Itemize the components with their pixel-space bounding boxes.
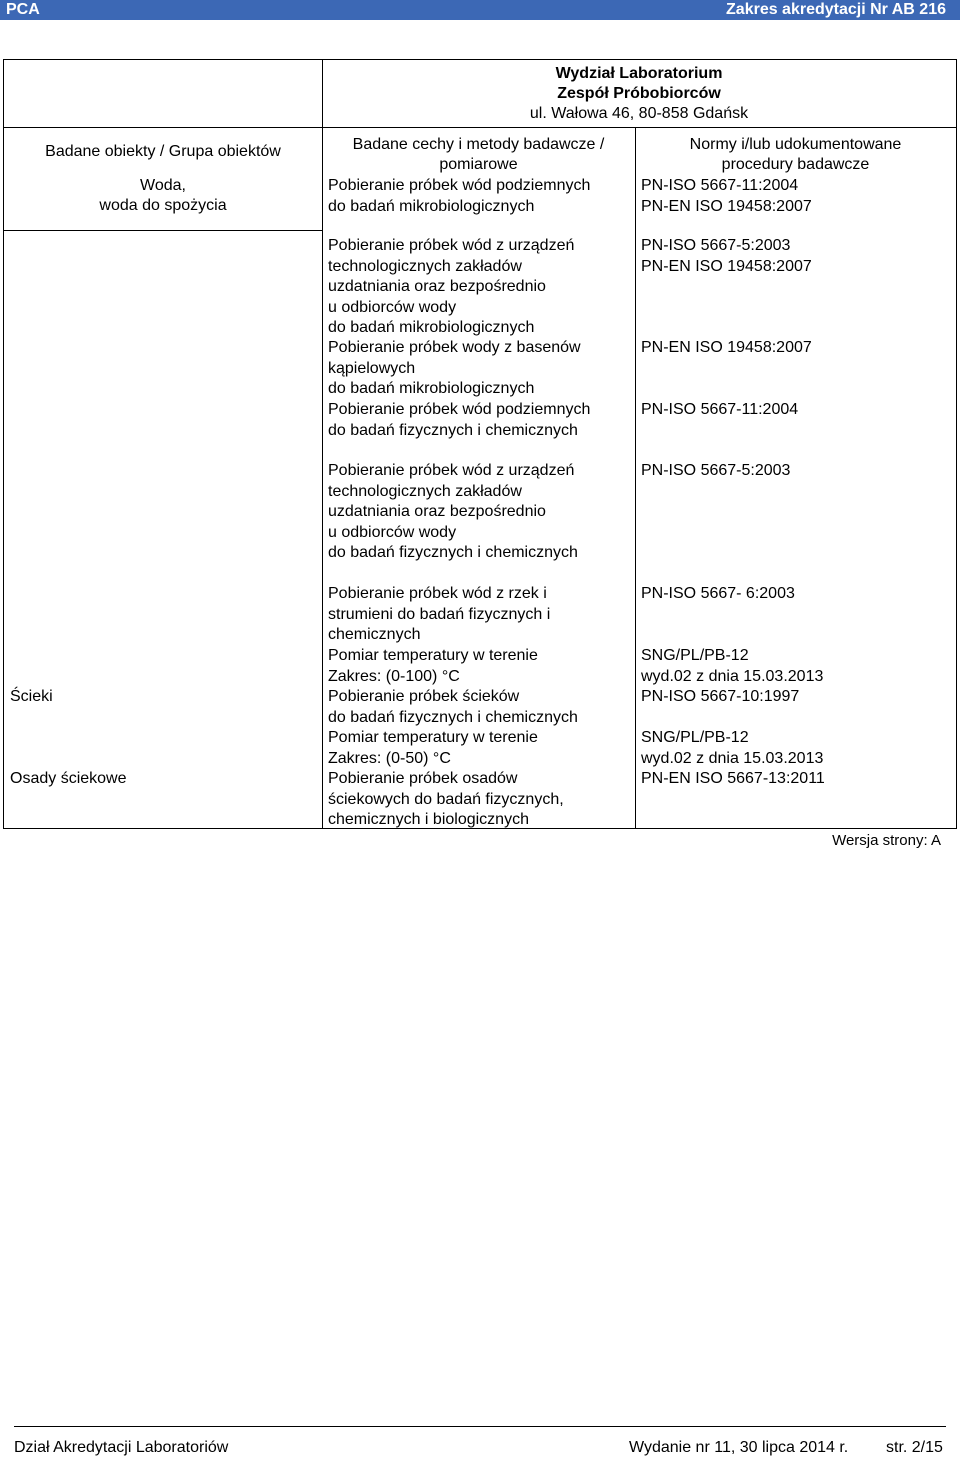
norms-header-line2: procedury badawcze bbox=[721, 156, 870, 173]
method-line: Pobieranie próbek wody z basenów bbox=[328, 339, 581, 356]
left-column-top-line bbox=[4, 127, 322, 128]
norm-row-9 bbox=[641, 728, 823, 769]
method-line: Pobieranie próbek ścieków bbox=[328, 688, 520, 705]
method-row-10 bbox=[328, 769, 564, 831]
header-right-label: Zakres akredytacji Nr AB 216 bbox=[726, 1, 946, 18]
method-line: do badań mikrobiologicznych bbox=[328, 197, 535, 215]
norm-line: PN-ISO 5667-11:2004 bbox=[641, 401, 799, 418]
norm-row-4 bbox=[641, 400, 798, 421]
method-line: Pobieranie próbek wód podziemnych bbox=[328, 177, 591, 194]
method-row-5 bbox=[328, 461, 578, 564]
method-line: u odbiorców wody bbox=[328, 523, 457, 541]
norm-line: PN-ISO 5667- 6:2003 bbox=[641, 585, 795, 602]
method-row-7 bbox=[328, 646, 538, 687]
method-row-4 bbox=[328, 400, 590, 441]
method-line: do badań mikrobiologicznych bbox=[328, 319, 535, 336]
header-left-label: PCA bbox=[6, 1, 40, 18]
method-line: chemicznych bbox=[328, 626, 421, 643]
norms-header-line1: Normy i/lub udokumentowane bbox=[689, 136, 902, 153]
norm-row-3 bbox=[641, 338, 812, 359]
norm-line: PN-EN ISO 19458:2007 bbox=[641, 197, 812, 215]
object-water-line2: woda do spożycia bbox=[99, 197, 227, 214]
method-line: uzdatniania oraz bezpośrednio bbox=[328, 503, 546, 520]
norm-row-5 bbox=[641, 461, 790, 482]
norm-row-6 bbox=[641, 584, 795, 605]
method-line: technologicznych zakładów bbox=[328, 257, 522, 275]
method-row-3 bbox=[328, 338, 581, 400]
footer-department: Dział Akredytacji Laboratoriów bbox=[14, 1439, 229, 1456]
norm-line: PN-ISO 5667-11:2004 bbox=[641, 177, 799, 194]
method-line: u odbiorców wody bbox=[328, 298, 457, 316]
method-line: do badań mikrobiologicznych bbox=[328, 380, 535, 397]
norm-line: SNG/PL/PB-12 bbox=[641, 729, 749, 746]
method-line: Pomiar temperatury w terenie bbox=[328, 729, 538, 746]
method-line: strumieni do badań fizycznych i bbox=[328, 605, 551, 623]
method-line: ściekowych do badań fizycznych, bbox=[328, 790, 564, 808]
page-version: Wersja strony: A bbox=[832, 832, 941, 849]
lab-header-divider bbox=[322, 127, 956, 128]
norm-line: PN-EN ISO 19458:2007 bbox=[641, 339, 812, 356]
method-row-8 bbox=[328, 687, 578, 728]
object-sludge: Osady ściekowe bbox=[10, 770, 127, 787]
method-row-6 bbox=[328, 584, 550, 646]
method-line: do badań fizycznych i chemicznych bbox=[328, 421, 578, 439]
objects-header: Badane obiekty / Grupa obiektów bbox=[45, 143, 281, 160]
methods-header-line2: pomiarowe bbox=[439, 156, 518, 173]
method-line: Zakres: (0-100) °C bbox=[328, 667, 460, 685]
lab-address: ul. Wałowa 46, 80-858 Gdańsk bbox=[529, 105, 749, 122]
object-water-line1: Woda, bbox=[140, 177, 186, 194]
method-line: kąpielowych bbox=[328, 359, 416, 377]
footer-page-number: str. 2/15 bbox=[886, 1439, 943, 1456]
lab-team: Zespół Próbobiorców bbox=[557, 85, 721, 102]
norm-row-1 bbox=[641, 176, 812, 217]
method-line: do badań fizycznych i chemicznych bbox=[328, 544, 578, 561]
norm-line: PN-ISO 5667-5:2003 bbox=[641, 462, 791, 479]
method-row-9 bbox=[328, 728, 538, 769]
method-line: Zakres: (0-50) °C bbox=[328, 749, 451, 767]
method-line: Pobieranie próbek wód z urządzeń bbox=[328, 237, 575, 254]
method-line: Pobieranie próbek wód z urządzeń bbox=[328, 462, 575, 479]
norm-line: wyd.02 z dnia 15.03.2013 bbox=[641, 749, 824, 767]
norm-row-10 bbox=[641, 769, 825, 790]
left-column-header-line bbox=[4, 230, 322, 231]
norm-row-8 bbox=[641, 687, 799, 708]
object-sewage: Ścieki bbox=[10, 688, 53, 705]
method-line: Pomiar temperatury w terenie bbox=[328, 647, 538, 664]
norm-line: PN-EN ISO 19458:2007 bbox=[641, 257, 812, 275]
method-line: technologicznych zakładów bbox=[328, 482, 522, 500]
method-row-2 bbox=[328, 236, 574, 339]
method-line: Pobieranie próbek osadów bbox=[328, 770, 518, 787]
lab-name: Wydział Laboratorium bbox=[555, 65, 723, 82]
page-header-bar bbox=[0, 0, 960, 20]
accreditation-table bbox=[3, 59, 957, 829]
method-line: uzdatniania oraz bezpośrednio bbox=[328, 278, 546, 295]
method-line: chemicznych i biologicznych bbox=[328, 811, 529, 828]
norm-row-7 bbox=[641, 646, 823, 687]
method-row-1 bbox=[328, 176, 590, 217]
norm-line: PN-EN ISO 5667-13:2011 bbox=[641, 770, 825, 787]
norm-line: PN-ISO 5667-10:1997 bbox=[641, 688, 800, 705]
column-divider-2 bbox=[635, 127, 636, 828]
method-line: Pobieranie próbek wód podziemnych bbox=[328, 401, 591, 418]
norm-line: wyd.02 z dnia 15.03.2013 bbox=[641, 667, 824, 685]
norm-line: PN-ISO 5667-5:2003 bbox=[641, 237, 791, 254]
methods-header-line1: Badane cechy i metody badawcze / bbox=[352, 136, 605, 153]
footer-edition: Wydanie nr 11, 30 lipca 2014 r. bbox=[629, 1439, 849, 1456]
norm-row-2 bbox=[641, 236, 812, 277]
method-line: Pobieranie próbek wód z rzek i bbox=[328, 585, 547, 602]
method-line: do badań fizycznych i chemicznych bbox=[328, 708, 578, 726]
footer-divider bbox=[14, 1426, 946, 1427]
norm-line: SNG/PL/PB-12 bbox=[641, 647, 749, 664]
